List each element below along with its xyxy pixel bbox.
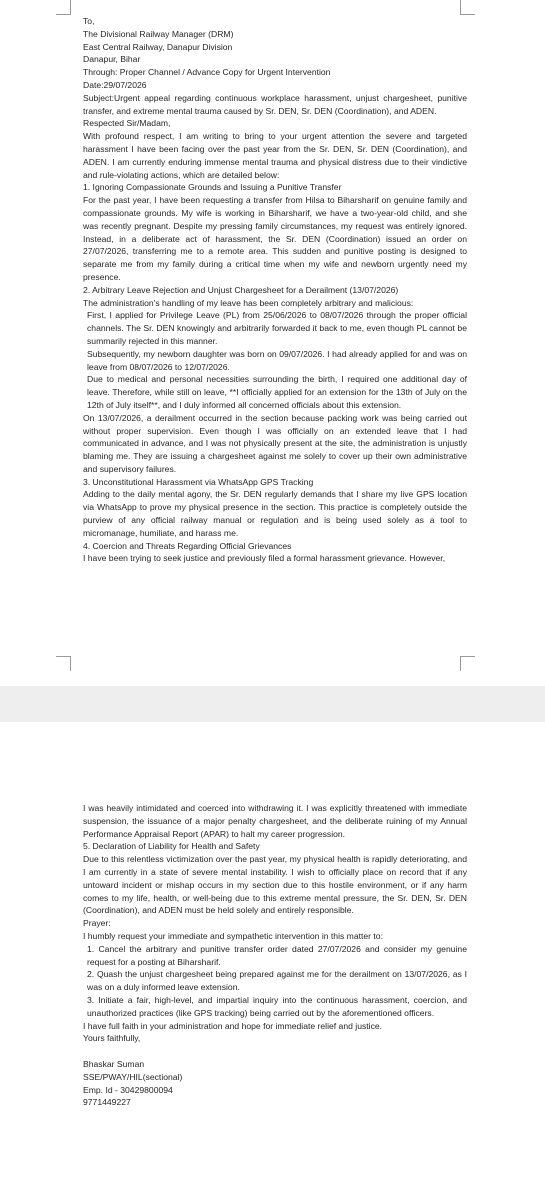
letter-page-2 xyxy=(0,722,545,1200)
subject-line: Subject:Urgent appeal regarding continuous workplace harassment, unjust chargesheet, punitive transfer, and extreme mental trauma caused by Sr. DEN, Sr. DEN (Coordination), and ADEN. xyxy=(83,92,467,116)
section-heading-4: 4. Coercion and Threats Regarding Official Grievances xyxy=(83,540,292,551)
section-heading-3: 3. Unconstitutional Harassment via WhatsApp GPS Tracking xyxy=(83,476,314,487)
sign-off: Yours faithfully, xyxy=(83,1033,141,1044)
letter-body-page-2 xyxy=(83,802,467,1109)
section-2-paragraph-1: First, I applied for Privilege Leave (PL) from 25/06/2026 to 08/07/2026 through the proper official channels. The Sr. DEN knowingly and arbitrarily forwarded it back to me, even though PL cannot be summarily rejected in this manner. xyxy=(87,310,467,346)
page-corner-mark xyxy=(460,0,475,15)
organization-line: East Central Railway, Danapur Division xyxy=(83,41,233,52)
prayer-item-2: 2. Quash the unjust chargesheet being prepared against me for the derailment on 13/07/2026, as I was on a duly informed leave extension. xyxy=(87,969,467,993)
section-2-paragraph-4: On 13/07/2026, a derailment occurred in the section because packing work was being carried out without proper supervision. Even though I was officially on an extended leave that I had communicated in advance, and I was not physically present at the site, the administration is unjustly blaming me. They are issuing a chargesheet against me solely to cover up their own administrative and supervisory failures. xyxy=(83,412,467,474)
prayer-item-1: 1. Cancel the arbitrary and punitive transfer order dated 27/07/2026 and consider my genuine request for a posting at Biharsharif. xyxy=(87,943,467,967)
date-line: Date:29/07/2026 xyxy=(83,79,147,90)
recipient-line: The Divisional Railway Manager (DRM) xyxy=(83,28,234,39)
prayer-intro: I humbly request your immediate and sympathetic intervention in this matter to: xyxy=(83,930,383,941)
section-body-3: Adding to the daily mental agony, the Sr. DEN regularly demands that I share my live GPS location via WhatsApp to prove my physical presence in the section. This practice is completely outside the purview of any official railway manual or regulation and is being used solely as a tool to micromanage, humiliate, and harass me. xyxy=(83,489,467,538)
section-intro-2: The administration's handling of my leave has been completely arbitrary and malicious: xyxy=(83,297,414,308)
section-body-4-continued: I was heavily intimidated and coerced into withdrawing it. I was explicitly threatened with immediate suspension, the issuance of a major penalty chargesheet, and the deliberate ruining of my Annual Performance Appraisal Report (APAR) to halt my career progression. xyxy=(83,803,467,839)
section-heading-5: 5. Declaration of Liability for Health and Safety xyxy=(83,841,260,852)
prayer-item-3: 3. Initiate a fair, high-level, and impartial inquiry into the continuous harassment, coercion, and unauthorized practices (like GPS tracking) being carried out by the aforementioned officers. xyxy=(87,994,467,1018)
section-2-paragraph-2: Subsequently, my newborn daughter was born on 09/07/2026. I had already applied for and was on leave from 08/07/2026 to 12/07/2026. xyxy=(87,348,467,372)
phone-number: 9771449227 xyxy=(83,1097,131,1108)
letter-body-page-1 xyxy=(83,15,467,565)
greeting-line: Respected Sir/Madam, xyxy=(83,118,171,129)
section-2-paragraph-3: Due to medical and personal necessities surrounding the birth, I required one additional day of leave. Therefore, while still on leave, **I officially applied for an extension for the 13th of July on the 12th of July itself**, and I duly informed all concerned officials about this extension. xyxy=(87,374,467,410)
page-corner-mark xyxy=(56,0,71,15)
section-body-4-start: I have been trying to seek justice and previously filed a formal harassment grievance. However, xyxy=(83,553,446,564)
through-line: Through: Proper Channel / Advance Copy for Urgent Intervention xyxy=(83,67,331,78)
signatory-name: Bhaskar Suman xyxy=(83,1058,145,1069)
section-heading-2: 2. Arbitrary Leave Rejection and Unjust Chargesheet for a Derailment (13/07/2026) xyxy=(83,284,399,295)
section-heading-1: 1. Ignoring Compassionate Grounds and Issuing a Punitive Transfer xyxy=(83,182,342,193)
location-line: Danapur, Bihar xyxy=(83,54,141,65)
page-gap xyxy=(0,686,545,722)
closing-statement: I have full faith in your administration and hope for immediate relief and justice. xyxy=(83,1020,383,1031)
blank-line xyxy=(83,1045,467,1058)
section-body-5: Due to this relentless victimization over the past year, my physical health is rapidly deteriorating, and I am currently in a state of severe mental instability. I wish to officially place on record that if any untoward incident or mishap occurs in my section due to this hostile environment, or if any harm comes to my life, health, or well-being due to this extreme mental pressure, the Sr. DEN, Sr. DEN (Coordination), and ADEN must be held solely and entirely responsible. xyxy=(83,854,467,916)
prayer-heading: Prayer: xyxy=(83,918,111,929)
page-corner-mark xyxy=(460,656,475,671)
section-body-1: For the past year, I have been requesting a transfer from Hilsa to Biharsharif on genuine family and compassionate grounds. My wife is working in Biharsharif, we have a two-year-old child, and she was recently pregnant. Despite my pressing family circumstances, my request was entirely ignored. Instead, in a deliberate act of harassment, the Sr. DEN (Coordination) issued an order on 27/07/2026, transferring me to a remote area. This sudden and punitive posting is designed to separate me from my family during a critical time when my wife and newborn urgently need my presence. xyxy=(83,195,467,282)
page-corner-mark xyxy=(56,656,71,671)
intro-paragraph: With profound respect, I am writing to bring to your urgent attention the severe and targeted harassment I have been facing over the past year from the Sr. DEN, Sr. DEN (Coordination), and ADEN. I am currently enduring immense mental trauma and physical distress due to their vindictive and rule-violating actions, which are detailed below: xyxy=(83,131,467,180)
signatory-designation: SSE/PWAY/HIL(sectional) xyxy=(83,1071,183,1082)
to-line: To, xyxy=(83,16,95,26)
employee-id: Emp. Id - 30429800094 xyxy=(83,1084,173,1095)
